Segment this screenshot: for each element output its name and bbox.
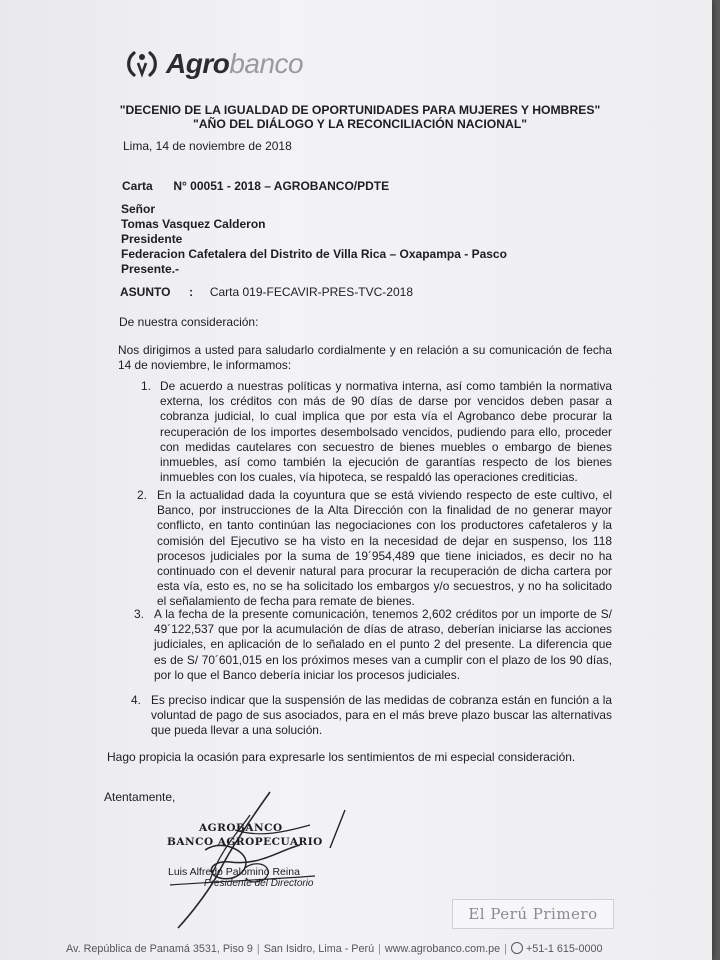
closing-line: Hago propicia la ocasión para expresarle los sentimientos de mi especial consideración. [107, 750, 576, 764]
signer-role: Presidente del Directorio [204, 878, 314, 889]
stamp-bank-name: AGROBANCO [199, 822, 283, 834]
recipient-closing: Presente.- [121, 262, 180, 276]
recipient-organization: Federacion Cafetalera del Distrito de Villa Rica – Oxapampa - Pasco [121, 247, 507, 261]
point-paragraph: De acuerdo a nuestras políticas y normativa interna, así como también la normativa externa, los créditos con más de 90 días de darse por vencidos deben pasar a cobranza judicial, lo cual implica que por esta vía el Agrobanco debe procurar la recuperación de los importes desembolsado vencidos, pudiendo para ello, proceder con medidas cautelares con secuestro de bienes muebles o embargo de bienes inmuebles, así como también la ejecución de garantías respecto de los bienes inmuebles con los cuales, vía hipoteca, se respaldó las operaciones crediticias. [160, 379, 612, 485]
footer-website: www.agrobanco.com.pe [384, 943, 501, 955]
recipient-role: Presidente [121, 232, 183, 246]
whatsapp-icon [511, 942, 523, 954]
point-paragraph: A la fecha de la presente comunicación, tenemos 2,602 créditos por un importe de S/ 49´122,537 que por la acumulación de días de atraso, deberían iniciarse las acciones judiciales, en aplicación de lo señalado en el punto 2 del presente. La diferencia que es de S/ 70´601,015 en los próximos meses van a cumplir con el plazo de los 90 días, por lo que el Banco debería iniciar los procesos judiciales. [154, 607, 612, 682]
point-paragraph: Es preciso indicar que la suspensión de las medidas de cobranza están en función a la voluntad de pago de sus asociados, para en el más breve plazo buscar las alternativas que pueda llevar a una solución. [151, 693, 612, 738]
letter-footer: Av. República de Panamá 3531, Piso 9 | San Isidro, Lima - Perú | www.agrobanco.com.pe | +51-1 615-0000 [66, 943, 603, 955]
point-number: 3. [134, 607, 144, 621]
logo-wordmark [166, 48, 303, 80]
point-number: 2. [137, 488, 147, 502]
stamp-bank-subtitle: BANCO AGROPECUARIO [167, 836, 323, 848]
motto-box: El Perú Primero [452, 899, 614, 929]
point-number: 4. [131, 693, 141, 707]
subject-label: ASUNTO [120, 285, 171, 299]
subject-text: Carta 019-FECAVIR-PRES-TVC-2018 [209, 285, 414, 299]
footer-phone: +51-1 615-0000 [525, 943, 603, 955]
subject-line [120, 285, 413, 299]
agrobanco-logo-icon [122, 44, 162, 84]
recipient-salutation: Señor [121, 202, 156, 216]
logo-text-banco: banco [229, 48, 304, 79]
point-paragraph: En la actualidad dada la coyuntura que se está viviendo respecto de este cultivo, el Banco, por instrucciones de la Alta Dirección con la finalidad de no generar mayor conflicto, en tanto continúan las negociaciones con los productores cafetaleros y la comisión del Ejecutivo se ha visto en la necesidad de dejar en suspenso, los 118 procesos judiciales por la suma de 19´954,489 que tiene iniciados, es decir no ha continuado con el devenir natural para procurar la recuperación de dicha cartera por esta vía, esto es, no se ha solicitado los embargos y/o secuestros, y no ha solicitado el señalamiento de fecha para remate de bienes. [157, 488, 612, 609]
farewell: Atentamente, [104, 790, 176, 804]
logo-text-agro: Agro [166, 48, 230, 79]
decade-heading: "DECENIO DE LA IGUALDAD DE OPORTUNIDADES PARA MUJERES Y HOMBRES" [119, 103, 601, 117]
agrobanco-logo [122, 44, 303, 84]
footer-district: San Isidro, Lima - Perú [263, 943, 375, 955]
carta-label: Carta [122, 179, 153, 193]
handwritten-signature [150, 790, 370, 930]
letter-reference [122, 179, 389, 193]
footer-address: Av. República de Panamá 3531, Piso 9 [66, 943, 253, 955]
point-number: 1. [141, 379, 151, 393]
year-heading: "AÑO DEL DIÁLOGO Y LA RECONCILIACIÓN NACIONAL" [192, 117, 528, 131]
carta-number: N° 00051 - 2018 – AGROBANCO/PDTE [173, 179, 390, 193]
recipient-name: Tomas Vasquez Calderon [121, 217, 266, 231]
signer-name: Luis Alfredo Palomino Reina [168, 866, 300, 878]
letter-date: Lima, 14 de noviembre de 2018 [123, 139, 292, 153]
greeting: De nuestra consideración: [119, 315, 259, 329]
subject-colon: : [189, 285, 194, 299]
intro-paragraph: Nos dirigimos a usted para saludarlo cordialmente y en relación a su comunicación de fecha 14 de noviembre, le informamos: [118, 343, 612, 373]
